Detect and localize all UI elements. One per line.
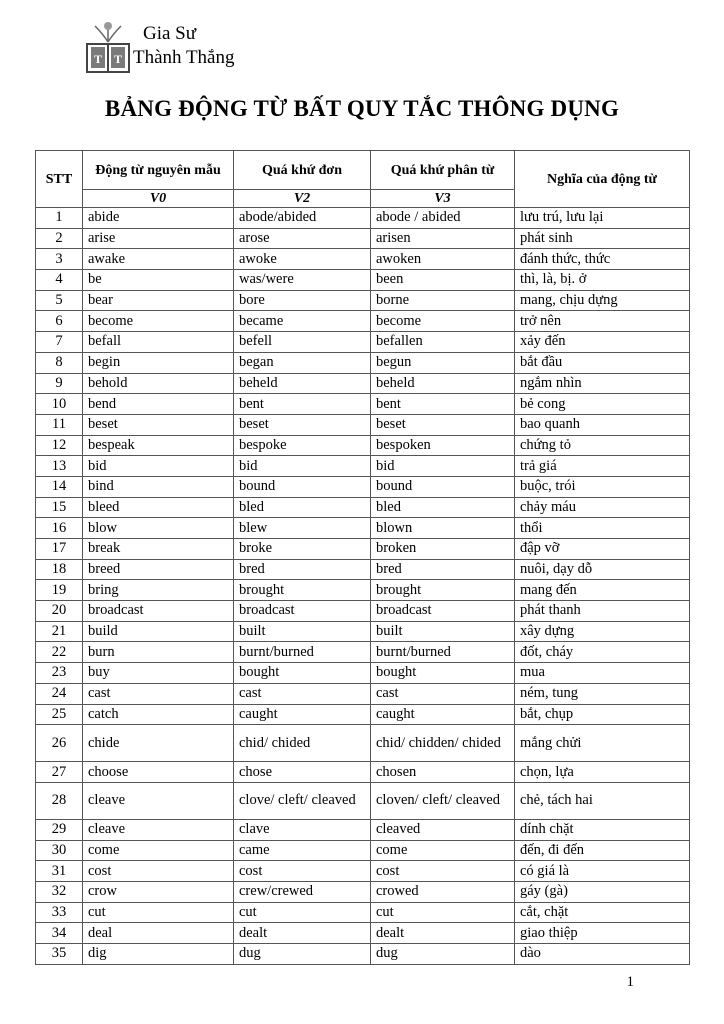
page-title: BẢNG ĐỘNG TỪ BẤT QUY TẮC THÔNG DỤNG — [104, 96, 620, 121]
meaning-cell: có giá là — [515, 861, 690, 882]
table-row — [36, 944, 690, 965]
meaning-cell: mang đến — [515, 580, 690, 601]
table-row — [36, 228, 690, 249]
row-number: 14 — [36, 476, 83, 497]
past-simple-cell: bled — [234, 497, 371, 518]
infinitive-cell: crow — [83, 881, 234, 902]
row-number: 17 — [36, 539, 83, 560]
table-row — [36, 881, 690, 902]
meaning-cell: xây dựng — [515, 621, 690, 642]
col-subheader-v3: V3 — [371, 190, 515, 208]
table-row — [36, 456, 690, 477]
table-row — [36, 704, 690, 725]
past-participle-cell: built — [371, 621, 515, 642]
row-number: 15 — [36, 497, 83, 518]
row-number: 4 — [36, 270, 83, 291]
meaning-cell: đến, đi đến — [515, 840, 690, 861]
row-number: 10 — [36, 394, 83, 415]
row-number: 21 — [36, 621, 83, 642]
table-row — [36, 762, 690, 783]
past-participle-cell: bid — [371, 456, 515, 477]
brand-logo — [85, 20, 285, 76]
row-number: 30 — [36, 840, 83, 861]
past-simple-cell: bespoke — [234, 435, 371, 456]
past-simple-cell: bound — [234, 476, 371, 497]
table-row — [36, 642, 690, 663]
row-number: 29 — [36, 819, 83, 840]
past-participle-cell: begun — [371, 352, 515, 373]
row-number: 20 — [36, 601, 83, 622]
table-row — [36, 782, 690, 819]
past-simple-cell: blew — [234, 518, 371, 539]
past-participle-cell: dug — [371, 944, 515, 965]
infinitive-cell: beset — [83, 414, 234, 435]
past-simple-cell: beheld — [234, 373, 371, 394]
past-participle-cell: befallen — [371, 332, 515, 353]
past-simple-cell: crew/crewed — [234, 881, 371, 902]
row-number: 27 — [36, 762, 83, 783]
past-simple-cell: bought — [234, 663, 371, 684]
row-number: 3 — [36, 249, 83, 270]
row-number: 33 — [36, 902, 83, 923]
table-row — [36, 476, 690, 497]
meaning-cell: ném, tung — [515, 683, 690, 704]
table-row — [36, 518, 690, 539]
meaning-cell: nuôi, dạy dỗ — [515, 559, 690, 580]
infinitive-cell: breed — [83, 559, 234, 580]
row-number: 28 — [36, 782, 83, 819]
table-row — [36, 435, 690, 456]
table-row — [36, 352, 690, 373]
past-participle-cell: broken — [371, 539, 515, 560]
svg-text:T: T — [113, 52, 123, 66]
table-row — [36, 394, 690, 415]
table-row — [36, 840, 690, 861]
past-simple-cell: broadcast — [234, 601, 371, 622]
meaning-cell: bao quanh — [515, 414, 690, 435]
past-simple-cell: cost — [234, 861, 371, 882]
past-participle-cell: bled — [371, 497, 515, 518]
past-participle-cell: dealt — [371, 923, 515, 944]
table-row — [36, 290, 690, 311]
past-participle-cell: bought — [371, 663, 515, 684]
table-row — [36, 580, 690, 601]
infinitive-cell: bind — [83, 476, 234, 497]
verb-table-body — [36, 208, 690, 965]
infinitive-cell: abide — [83, 208, 234, 229]
past-simple-cell: came — [234, 840, 371, 861]
row-number: 22 — [36, 642, 83, 663]
past-participle-cell: arisen — [371, 228, 515, 249]
book-logo-icon — [85, 20, 131, 76]
past-simple-cell: brought — [234, 580, 371, 601]
infinitive-cell: cleave — [83, 819, 234, 840]
infinitive-cell: be — [83, 270, 234, 291]
infinitive-cell: cleave — [83, 782, 234, 819]
table-row — [36, 414, 690, 435]
meaning-cell: mua — [515, 663, 690, 684]
past-simple-cell: chid/ chided — [234, 725, 371, 762]
row-number: 2 — [36, 228, 83, 249]
past-participle-cell: brought — [371, 580, 515, 601]
meaning-cell: bắt, chụp — [515, 704, 690, 725]
row-number: 8 — [36, 352, 83, 373]
past-simple-cell: broke — [234, 539, 371, 560]
past-participle-cell: broadcast — [371, 601, 515, 622]
meaning-cell: thổi — [515, 518, 690, 539]
past-simple-cell: awoke — [234, 249, 371, 270]
past-participle-cell: beheld — [371, 373, 515, 394]
past-simple-cell: abode/abided — [234, 208, 371, 229]
meaning-cell: cắt, chặt — [515, 902, 690, 923]
infinitive-cell: cost — [83, 861, 234, 882]
infinitive-cell: bring — [83, 580, 234, 601]
table-row — [36, 819, 690, 840]
meaning-cell: thì, là, bị. ở — [515, 270, 690, 291]
meaning-cell: đốt, cháy — [515, 642, 690, 663]
table-row — [36, 601, 690, 622]
meaning-cell: dính chặt — [515, 819, 690, 840]
table-row — [36, 683, 690, 704]
table-row — [36, 923, 690, 944]
table-row — [36, 559, 690, 580]
table-row — [36, 497, 690, 518]
past-participle-cell: cut — [371, 902, 515, 923]
past-participle-cell: bespoken — [371, 435, 515, 456]
infinitive-cell: begin — [83, 352, 234, 373]
past-participle-cell: cast — [371, 683, 515, 704]
infinitive-cell: arise — [83, 228, 234, 249]
table-row — [36, 621, 690, 642]
meaning-cell: giao thiệp — [515, 923, 690, 944]
past-simple-cell: caught — [234, 704, 371, 725]
row-number: 12 — [36, 435, 83, 456]
past-participle-cell: burnt/burned — [371, 642, 515, 663]
row-number: 16 — [36, 518, 83, 539]
infinitive-cell: buy — [83, 663, 234, 684]
brand-line-1: Gia Sư — [143, 23, 197, 44]
table-row — [36, 902, 690, 923]
past-simple-cell: cut — [234, 902, 371, 923]
infinitive-cell: awake — [83, 249, 234, 270]
meaning-cell: chứng tỏ — [515, 435, 690, 456]
table-row — [36, 373, 690, 394]
table-row — [36, 208, 690, 229]
infinitive-cell: catch — [83, 704, 234, 725]
table-row — [36, 539, 690, 560]
table-row — [36, 861, 690, 882]
table-row — [36, 270, 690, 291]
infinitive-cell: bid — [83, 456, 234, 477]
row-number: 34 — [36, 923, 83, 944]
past-participle-cell: caught — [371, 704, 515, 725]
meaning-cell: đánh thức, thức — [515, 249, 690, 270]
past-simple-cell: bid — [234, 456, 371, 477]
past-participle-cell: cloven/ cleft/ cleaved — [371, 782, 515, 819]
past-simple-cell: bent — [234, 394, 371, 415]
row-number: 25 — [36, 704, 83, 725]
infinitive-cell: bear — [83, 290, 234, 311]
past-participle-cell: chid/ chidden/ chided — [371, 725, 515, 762]
row-number: 26 — [36, 725, 83, 762]
past-simple-cell: began — [234, 352, 371, 373]
table-row — [36, 311, 690, 332]
row-number: 11 — [36, 414, 83, 435]
meaning-cell: bẻ cong — [515, 394, 690, 415]
meaning-cell: buộc, trói — [515, 476, 690, 497]
meaning-cell: gáy (gà) — [515, 881, 690, 902]
col-header-v2: Quá khứ đơn — [234, 151, 371, 190]
row-number: 24 — [36, 683, 83, 704]
infinitive-cell: bleed — [83, 497, 234, 518]
svg-text:T: T — [93, 52, 103, 66]
past-simple-cell: arose — [234, 228, 371, 249]
col-header-meaning: Nghĩa của động từ — [515, 151, 690, 208]
infinitive-cell: choose — [83, 762, 234, 783]
meaning-cell: mang, chịu dựng — [515, 290, 690, 311]
past-participle-cell: awoken — [371, 249, 515, 270]
infinitive-cell: burn — [83, 642, 234, 663]
brand-line-2: Thành Thắng — [133, 47, 235, 68]
past-participle-cell: chosen — [371, 762, 515, 783]
row-number: 23 — [36, 663, 83, 684]
past-simple-cell: built — [234, 621, 371, 642]
meaning-cell: mắng chửi — [515, 725, 690, 762]
table-row — [36, 249, 690, 270]
past-simple-cell: chose — [234, 762, 371, 783]
col-subheader-v2: V2 — [234, 190, 371, 208]
past-simple-cell: beset — [234, 414, 371, 435]
infinitive-cell: break — [83, 539, 234, 560]
past-simple-cell: bred — [234, 559, 371, 580]
past-participle-cell: been — [371, 270, 515, 291]
past-simple-cell: dug — [234, 944, 371, 965]
row-number: 9 — [36, 373, 83, 394]
row-number: 31 — [36, 861, 83, 882]
col-header-stt: STT — [36, 151, 83, 208]
meaning-cell: trả giá — [515, 456, 690, 477]
meaning-cell: chọn, lựa — [515, 762, 690, 783]
meaning-cell: ngắm nhìn — [515, 373, 690, 394]
infinitive-cell: bend — [83, 394, 234, 415]
past-participle-cell: beset — [371, 414, 515, 435]
row-number: 6 — [36, 311, 83, 332]
past-participle-cell: cost — [371, 861, 515, 882]
infinitive-cell: broadcast — [83, 601, 234, 622]
meaning-cell: chảy máu — [515, 497, 690, 518]
infinitive-cell: build — [83, 621, 234, 642]
page-number: 1 — [626, 974, 634, 990]
past-participle-cell: crowed — [371, 881, 515, 902]
row-number: 1 — [36, 208, 83, 229]
table-row — [36, 332, 690, 353]
meaning-cell: phát thanh — [515, 601, 690, 622]
row-number: 35 — [36, 944, 83, 965]
past-participle-cell: bound — [371, 476, 515, 497]
past-participle-cell: blown — [371, 518, 515, 539]
table-row — [36, 725, 690, 762]
infinitive-cell: bespeak — [83, 435, 234, 456]
row-number: 19 — [36, 580, 83, 601]
infinitive-cell: blow — [83, 518, 234, 539]
past-simple-cell: befell — [234, 332, 371, 353]
meaning-cell: đập vỡ — [515, 539, 690, 560]
infinitive-cell: come — [83, 840, 234, 861]
infinitive-cell: behold — [83, 373, 234, 394]
past-simple-cell: dealt — [234, 923, 371, 944]
past-simple-cell: was/were — [234, 270, 371, 291]
past-simple-cell: clove/ cleft/ cleaved — [234, 782, 371, 819]
past-simple-cell: clave — [234, 819, 371, 840]
past-participle-cell: come — [371, 840, 515, 861]
past-simple-cell: bore — [234, 290, 371, 311]
meaning-cell: xảy đến — [515, 332, 690, 353]
infinitive-cell: befall — [83, 332, 234, 353]
meaning-cell: chẻ, tách hai — [515, 782, 690, 819]
infinitive-cell: chide — [83, 725, 234, 762]
infinitive-cell: become — [83, 311, 234, 332]
infinitive-cell: cast — [83, 683, 234, 704]
infinitive-cell: dig — [83, 944, 234, 965]
col-header-v3: Quá khứ phân từ — [371, 151, 515, 190]
meaning-cell: bắt đầu — [515, 352, 690, 373]
meaning-cell: phát sinh — [515, 228, 690, 249]
row-number: 13 — [36, 456, 83, 477]
past-participle-cell: cleaved — [371, 819, 515, 840]
verb-table — [35, 150, 690, 965]
past-participle-cell: abode / abided — [371, 208, 515, 229]
past-participle-cell: bred — [371, 559, 515, 580]
table-row — [36, 663, 690, 684]
meaning-cell: trở nên — [515, 311, 690, 332]
col-subheader-v0: V0 — [83, 190, 234, 208]
row-number: 5 — [36, 290, 83, 311]
past-simple-cell: became — [234, 311, 371, 332]
meaning-cell: lưu trú, lưu lại — [515, 208, 690, 229]
row-number: 7 — [36, 332, 83, 353]
past-participle-cell: borne — [371, 290, 515, 311]
col-header-v0: Động từ nguyên mẫu — [83, 151, 234, 190]
infinitive-cell: deal — [83, 923, 234, 944]
infinitive-cell: cut — [83, 902, 234, 923]
past-simple-cell: burnt/burned — [234, 642, 371, 663]
past-simple-cell: cast — [234, 683, 371, 704]
row-number: 32 — [36, 881, 83, 902]
past-participle-cell: bent — [371, 394, 515, 415]
past-participle-cell: become — [371, 311, 515, 332]
meaning-cell: dào — [515, 944, 690, 965]
row-number: 18 — [36, 559, 83, 580]
